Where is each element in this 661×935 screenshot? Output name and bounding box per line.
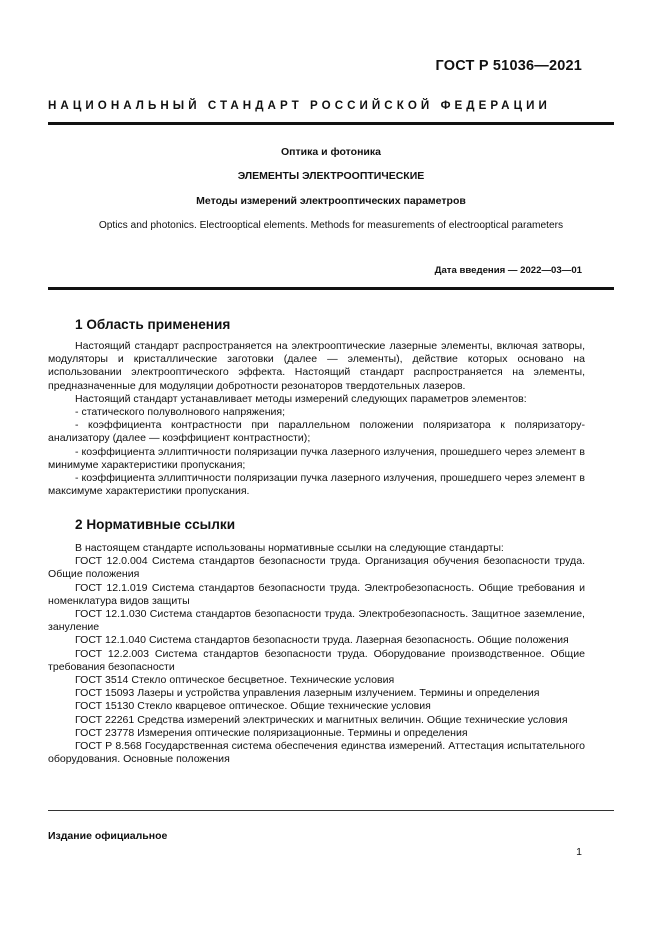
- reference-item: ГОСТ 12.1.030 Система стандартов безопасности труда. Электробезопасность. Защитное заземление, зануление: [48, 608, 585, 634]
- title-main: ЭЛЕМЕНТЫ ЭЛЕКТРООПТИЧЕСКИЕ: [237, 170, 425, 182]
- section-2-body: [48, 542, 585, 766]
- title-sub: Методы измерений электрооптических параметров: [196, 195, 466, 207]
- national-standard-heading: НАЦИОНАЛЬНЫЙ СТАНДАРТ РОССИЙСКОЙ ФЕДЕРАЦИИ: [48, 99, 551, 112]
- title-english: Optics and photonics. Electrooptical elements. Methods for measurements of electrooptical parameters: [98, 220, 564, 231]
- reference-item: ГОСТ 12.0.004 Система стандартов безопасности труда. Организация обучения безопасности труда. Общие положения: [48, 555, 585, 581]
- section-1-body: [48, 340, 585, 498]
- reference-item: ГОСТ 3514 Стекло оптическое бесцветное. Технические условия: [75, 674, 395, 687]
- introduction-date: Дата введения — 2022—03—01: [434, 265, 582, 276]
- gost-number: ГОСТ Р 51036—2021: [435, 58, 582, 74]
- section-2-heading: 2 Нормативные ссылки: [75, 517, 236, 532]
- section-1-list-item: - коэффициента контрастности при параллельном положении поляризатора к поляризатору-анализатору (далее — коэффициент контрастности);: [48, 419, 585, 445]
- section-2-paragraph: В настоящем стандарте использованы нормативные ссылки на следующие стандарты:: [75, 542, 504, 554]
- reference-item: ГОСТ 15093 Лазеры и устройства управления лазерным излучением. Термины и определения: [75, 687, 540, 700]
- section-1-list-item: - статического полуволнового напряжения;: [75, 406, 286, 419]
- reference-item: ГОСТ 15130 Стекло кварцевое оптическое. Общие технические условия: [75, 700, 431, 713]
- reference-item: ГОСТ Р 8.568 Государственная система обеспечения единства измерений. Аттестация испытательного оборудования. Основные положения: [48, 740, 585, 766]
- page-number: 1: [576, 846, 582, 858]
- section-1-paragraph: Настоящий стандарт устанавливает методы измерений следующих параметров элементов:: [75, 392, 527, 405]
- section-1-heading: 1 Область применения: [75, 317, 231, 332]
- official-edition-label: Издание официальное: [48, 830, 168, 842]
- section-1-list-item: - коэффициента эллиптичности поляризации пучка лазерного излучения, прошедшего через элемент в минимуме характеристики пропускания;: [48, 445, 585, 471]
- top-rule: [48, 122, 614, 125]
- date-rule: [48, 287, 614, 290]
- section-1-list-item: - коэффициента эллиптичности поляризации пучка лазерного излучения, прошедшего через элемент в максимуме характеристики пропускания.: [48, 472, 585, 498]
- reference-item: ГОСТ 22261 Средства измерений электрических и магнитных величин. Общие технические условия: [75, 713, 568, 726]
- footer-rule: [48, 810, 614, 811]
- reference-item: ГОСТ 23778 Измерения оптические поляризационные. Термины и определения: [75, 726, 468, 739]
- reference-item: ГОСТ 12.1.040 Система стандартов безопасности труда. Лазерная безопасность. Общие положения: [75, 634, 569, 647]
- reference-item: ГОСТ 12.2.003 Система стандартов безопасности труда. Оборудование производственное. Общие требования безопасности: [48, 647, 585, 673]
- title-field: Оптика и фотоника: [280, 146, 381, 158]
- section-1-paragraph: Настоящий стандарт распространяется на электрооптические лазерные элементы, включая затворы, модуляторы и кристаллические заготовки (далее — элементы), действие которых основано на использовании электрооптического эффекта. Настоящий стандарт распространяется на элементы, предназначенные для модуляции добротности резонаторов твердотельных лазеров.: [48, 340, 585, 392]
- reference-item: ГОСТ 12.1.019 Система стандартов безопасности труда. Электробезопасность. Общие требования и номенклатура видов защиты: [48, 581, 585, 607]
